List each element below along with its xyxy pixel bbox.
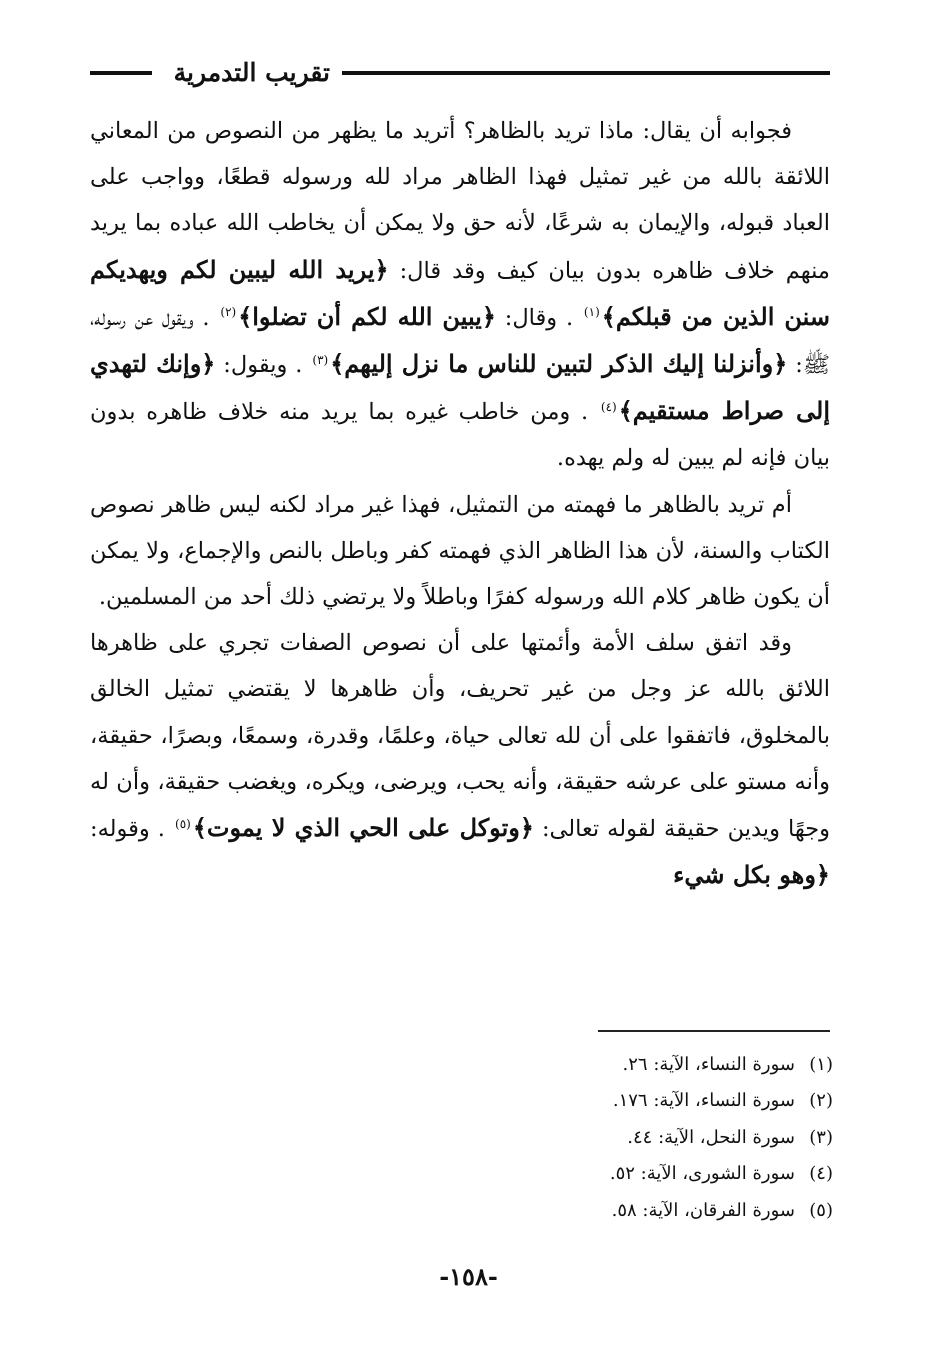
footnote-text: سورة الفرقان، الآية: ٥٨. — [611, 1199, 795, 1221]
footnote-marker: (٥) — [175, 816, 191, 831]
footnote-text: سورة الشورى، الآية: ٥٢. — [609, 1163, 795, 1185]
paragraph-text: . وقال: — [495, 304, 582, 331]
paragraph-text: فجوابه أن يقال: ماذا تريد بالظاهر؟ أتريد ما يظهر من النصوص من المعاني اللائقة بالله من غير تمثيل فهذا الظاهر مراد لله ورسوله قطعًا، وواجب على العباد قبوله، والإيمان به شرعًا، لأنه حق ولا يمكن أن يخاطب الله عباده بما يريد منهم خلاف ظاهره بدون بيان كيف وقد قال: — [90, 118, 830, 284]
footnote-item — [373, 1156, 833, 1192]
paragraph-text: . وقوله: — [90, 816, 174, 843]
footnote-item — [373, 1120, 833, 1156]
main-text — [90, 108, 830, 899]
paragraph — [90, 482, 830, 621]
footnotes-list — [373, 1047, 833, 1229]
paragraph-text: . ويقول عن رسوله، ﷺ: — [90, 304, 830, 379]
quran-quote: ﴿وتوكل على الحي الذي لا يموت﴾ — [192, 813, 534, 843]
footnote-number: (٢) — [809, 1090, 833, 1112]
running-header — [90, 52, 830, 92]
paragraph-text: . ومن خاطب غيره بما يريد منه خلاف ظاهره بدون بيان فإنه لم يبين له ولم يهده. — [90, 399, 830, 472]
paragraph-text: وقد اتفق سلف الأمة وأئمتها على أن نصوص الصفات تجري على ظاهرها اللائق بالله عز وجل من غير تحريف، وأن ظاهرها لا يقتضي تمثيل الخالق بالمخلوق، فاتفقوا على أن لله تعالى حياة، وعلمًا، وقدرة، وسمعًا، وبصرًا، حقيقة، وأنه مستو على عرشه حقيقة، وأنه يحب، ويرضى، ويكره، ويغضب حقيقة، وأن له وجهًا ويدين حقيقة لقوله تعالى: — [90, 630, 830, 843]
footnote-marker: (٤) — [600, 399, 617, 414]
footnote-marker: (٢) — [220, 305, 237, 320]
footnote-text: سورة النساء، الآية: ١٧٦. — [612, 1090, 795, 1112]
quran-quote: ﴿يريد الله ليبين لكم ويهديكم سنن الذين من قبلكم﴾ — [90, 254, 831, 331]
footnote-item — [373, 1193, 833, 1229]
quran-quote: ﴿وإنك لتهدي إلى صراط مستقيم﴾ — [90, 349, 830, 426]
footnote-number: (٣) — [809, 1126, 833, 1148]
paragraph — [90, 620, 830, 899]
quran-quote: ﴿وأنزلنا إليك الذكر لتبين للناس ما نزل إليهم﴾ — [330, 349, 788, 379]
footnote-item — [373, 1047, 833, 1083]
footnote-marker: (٣) — [312, 352, 329, 367]
header-rule-main — [342, 71, 830, 75]
footnote-number: (١) — [809, 1054, 833, 1075]
footnote-text: سورة النساء، الآية: ٢٦. — [622, 1054, 795, 1075]
paragraph-text: أم تريد بالظاهر ما فهمته من التمثيل، فهذا غير مراد لكنه ليس ظاهر نصوص الكتاب والسنة، لأن هذا الظاهر الذي فهمته كفر وباطل بالنص والإجماع، ولا يمكن أن يكون ظاهر كلام الله ورسوله كفرًا وباطلاً ولا يرتضي ذلك أحد من المسلمين. — [90, 491, 830, 611]
paragraph-text: . ويقول: — [215, 352, 311, 379]
footnote-separator — [598, 1030, 830, 1032]
footnote-number: (٥) — [809, 1199, 833, 1221]
footnote-text: سورة النحل، الآية: ٤٤. — [627, 1126, 795, 1148]
footnote-item — [373, 1083, 833, 1119]
page-number: -١٥٨- — [439, 1262, 498, 1291]
quran-quote: ﴿يبين الله لكم أن تضلوا﴾ — [238, 301, 496, 331]
quran-quote: ﴿وهو بكل شيء — [673, 860, 830, 890]
header-title: تقريب التدمرية — [173, 58, 330, 87]
footnote-marker: (١) — [583, 305, 600, 320]
header-rule-left — [90, 71, 152, 75]
paragraph — [90, 108, 830, 482]
footnote-number: (٤) — [809, 1163, 833, 1185]
